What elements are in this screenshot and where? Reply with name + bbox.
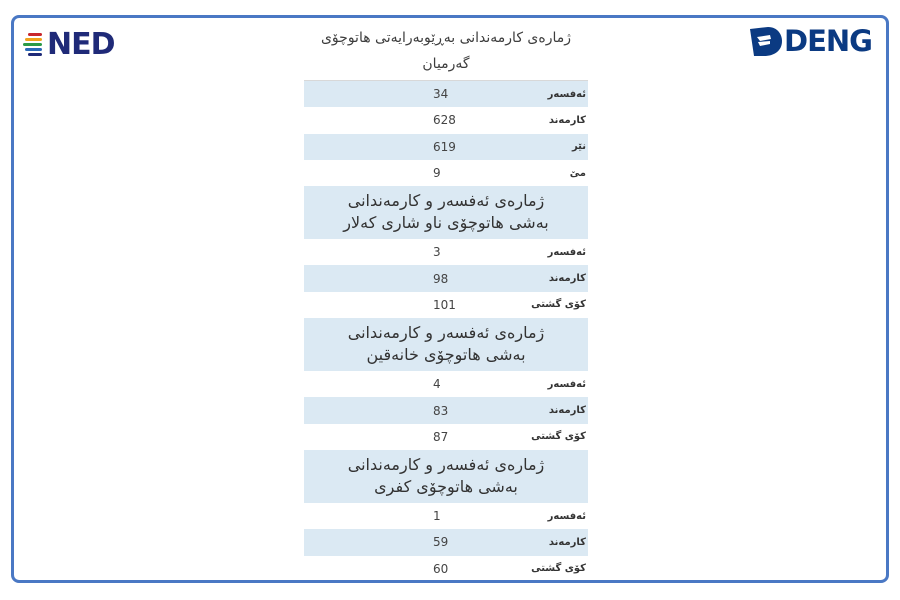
table-row: [304, 292, 588, 318]
ned-logo: [22, 26, 115, 62]
table-row: [304, 424, 588, 450]
row-label: ئەفسەر: [547, 510, 586, 522]
section-title: ژمارەی ئەفسەر و کارمەندانی بەشی هاتوچۆی ناو شاری کەلار: [304, 186, 588, 239]
row-label: کارمەند: [548, 405, 586, 417]
table-row: [304, 134, 588, 160]
staff-statistics-document: [304, 21, 588, 581]
table-row: [304, 371, 588, 397]
deng-hand-icon: [748, 23, 784, 59]
table-row: [304, 503, 588, 529]
row-label: کۆی گشتی: [531, 431, 586, 443]
row-label: کارمەند: [548, 273, 586, 285]
row-label: ئەفسەر: [547, 246, 586, 258]
ned-logo-text: NED: [47, 26, 115, 62]
row-label: کۆی گشتی: [531, 563, 586, 575]
row-value: 87: [433, 429, 449, 444]
table-row: [304, 160, 588, 186]
table-row: [304, 239, 588, 265]
section-title: ژمارەی ئەفسەر و کارمەندانی بەشی هاتوچۆی خانەقین: [304, 318, 588, 371]
table-row: [304, 81, 588, 107]
row-value: 98: [433, 271, 449, 286]
ned-stripes-icon: [22, 31, 44, 57]
row-label: نێر: [571, 141, 586, 153]
row-value: 60: [433, 561, 449, 576]
row-value: 83: [433, 403, 449, 418]
document-title: ژمارەی کارمەندانی بەڕێوبەرایەتی هاتوچۆی گەرمیان: [304, 21, 588, 81]
row-label: ئەفسەر: [547, 88, 586, 100]
row-label: کارمەند: [548, 536, 586, 548]
table-row: [304, 529, 588, 555]
row-label: مێ: [569, 167, 586, 179]
row-value: 1: [433, 509, 441, 524]
row-label: کۆی گشتی: [531, 299, 586, 311]
section-title: ژمارەی ئەفسەر و کارمەندانی بەشی هاتوچۆی کفری: [304, 450, 588, 503]
table-row: [304, 397, 588, 423]
row-value: 9: [433, 166, 441, 181]
table-row: [304, 107, 588, 133]
row-value: 101: [433, 297, 456, 312]
row-value: 59: [433, 535, 449, 550]
table-row: [304, 265, 588, 291]
row-value: 4: [433, 377, 441, 392]
deng-logo-text: DENG: [784, 24, 872, 58]
row-label: کارمەند: [548, 114, 586, 126]
row-value: 619: [433, 139, 456, 154]
table-row: [304, 556, 588, 582]
row-value: 3: [433, 245, 441, 260]
row-value: 34: [433, 87, 449, 102]
deng-logo: [748, 23, 872, 59]
row-value: 628: [433, 113, 456, 128]
row-label: ئەفسەر: [547, 378, 586, 390]
